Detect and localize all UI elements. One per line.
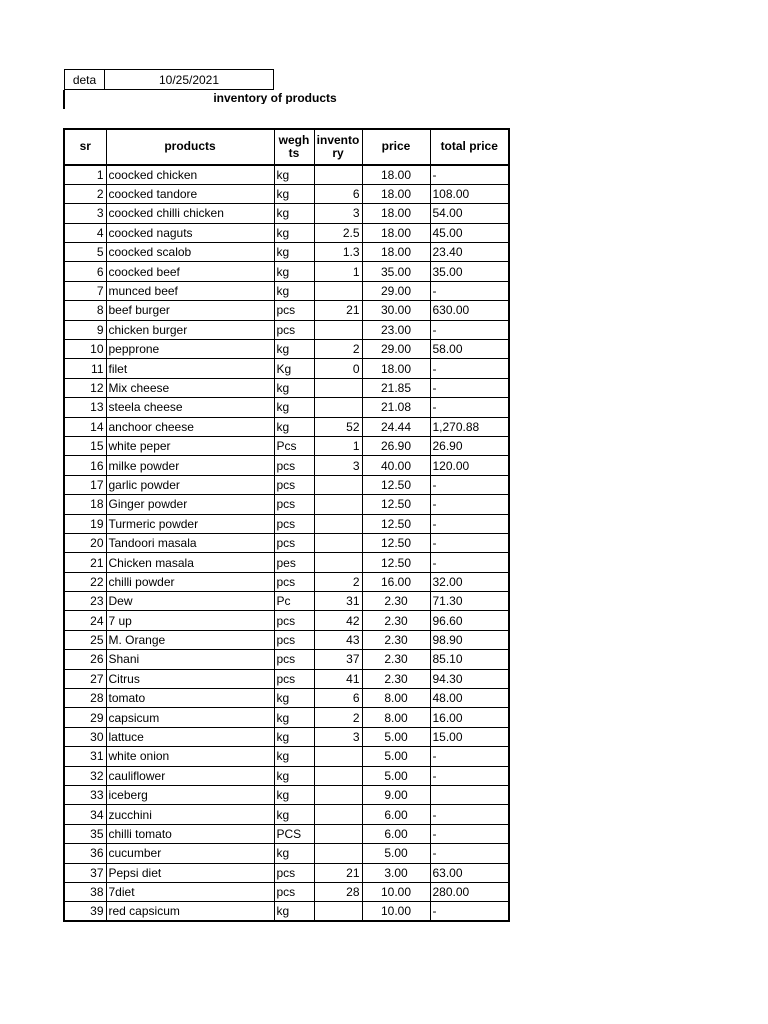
cell-inventory (314, 805, 362, 824)
cell-inventory: 2 (314, 340, 362, 359)
cell-product: capsicum (106, 708, 274, 727)
cell-total-price: - (430, 281, 509, 300)
cell-total-price: - (430, 495, 509, 514)
cell-inventory (314, 320, 362, 339)
cell-product: Citrus (106, 669, 274, 688)
cell-inventory: 6 (314, 184, 362, 203)
column-header-total-price: total price (430, 129, 509, 165)
cell-price: 10.00 (362, 902, 430, 921)
cell-total-price: 45.00 (430, 223, 509, 242)
cell-inventory: 21 (314, 301, 362, 320)
cell-product: Tandoori masala (106, 533, 274, 552)
cell-product: coocked scalob (106, 243, 274, 262)
table-row (64, 650, 509, 669)
cell-inventory: 2 (314, 708, 362, 727)
cell-price: 8.00 (362, 708, 430, 727)
cell-sr: 28 (64, 689, 106, 708)
cell-sr: 22 (64, 572, 106, 591)
cell-price: 24.44 (362, 417, 430, 436)
cell-total-price: 71.30 (430, 592, 509, 611)
table-row (64, 165, 509, 184)
cell-price: 6.00 (362, 824, 430, 843)
table-row (64, 786, 509, 805)
cell-inventory: 2.5 (314, 223, 362, 242)
cell-total-price: - (430, 766, 509, 785)
cell-inventory (314, 165, 362, 184)
table-row (64, 184, 509, 203)
cell-price: 2.30 (362, 611, 430, 630)
cell-price: 21.85 (362, 378, 430, 397)
cell-total-price: 35.00 (430, 262, 509, 281)
cell-unit: kg (274, 204, 314, 223)
cell-price: 2.30 (362, 630, 430, 649)
cell-unit: kg (274, 262, 314, 281)
cell-inventory: 2 (314, 572, 362, 591)
cell-price: 23.00 (362, 320, 430, 339)
cell-inventory: 43 (314, 630, 362, 649)
cell-inventory: 52 (314, 417, 362, 436)
table-row (64, 398, 509, 417)
cell-product: anchoor cheese (106, 417, 274, 436)
cell-unit: kg (274, 417, 314, 436)
cell-product: chicken burger (106, 320, 274, 339)
cell-total-price: 108.00 (430, 184, 509, 203)
cell-price: 30.00 (362, 301, 430, 320)
column-header-inventory: invento ry (314, 129, 362, 165)
cell-price: 5.00 (362, 766, 430, 785)
cell-product: beef burger (106, 301, 274, 320)
cell-price: 12.50 (362, 533, 430, 552)
cell-product: milke powder (106, 456, 274, 475)
cell-price: 18.00 (362, 223, 430, 242)
cell-inventory: 0 (314, 359, 362, 378)
cell-sr: 23 (64, 592, 106, 611)
cell-total-price: - (430, 747, 509, 766)
cell-total-price: 54.00 (430, 204, 509, 223)
cell-inventory: 1 (314, 436, 362, 455)
cell-price: 35.00 (362, 262, 430, 281)
cell-sr: 15 (64, 436, 106, 455)
cell-price: 3.00 (362, 863, 430, 882)
cell-product: 7diet (106, 882, 274, 901)
cell-unit: pcs (274, 533, 314, 552)
cell-inventory (314, 553, 362, 572)
cell-unit: kg (274, 223, 314, 242)
cell-unit: PCS (274, 824, 314, 843)
cell-inventory (314, 495, 362, 514)
cell-sr: 8 (64, 301, 106, 320)
table-row (64, 669, 509, 688)
cell-sr: 3 (64, 204, 106, 223)
cell-unit: pcs (274, 320, 314, 339)
cell-unit: kg (274, 165, 314, 184)
cell-unit: pcs (274, 650, 314, 669)
table-row (64, 882, 509, 901)
cell-sr: 39 (64, 902, 106, 921)
cell-price: 5.00 (362, 747, 430, 766)
table-row (64, 611, 509, 630)
cell-total-price: - (430, 844, 509, 863)
table-row (64, 281, 509, 300)
table-row (64, 805, 509, 824)
cell-unit: kg (274, 184, 314, 203)
cell-product: Dew (106, 592, 274, 611)
date-label: deta (64, 69, 105, 90)
cell-total-price: 630.00 (430, 301, 509, 320)
cell-sr: 29 (64, 708, 106, 727)
table-header-row (64, 129, 509, 165)
cell-price: 6.00 (362, 805, 430, 824)
cell-unit: kg (274, 727, 314, 746)
cell-sr: 13 (64, 398, 106, 417)
cell-inventory: 21 (314, 863, 362, 882)
date-value: 10/25/2021 (104, 69, 274, 90)
cell-sr: 25 (64, 630, 106, 649)
table-row (64, 301, 509, 320)
cell-total-price: 85.10 (430, 650, 509, 669)
table-row (64, 727, 509, 746)
cell-unit: kg (274, 844, 314, 863)
cell-product: Chicken masala (106, 553, 274, 572)
cell-product: coocked chicken (106, 165, 274, 184)
cell-product: chilli powder (106, 572, 274, 591)
table-row (64, 747, 509, 766)
cell-unit: pcs (274, 456, 314, 475)
table-row (64, 708, 509, 727)
cell-total-price: - (430, 824, 509, 843)
cell-total-price: - (430, 475, 509, 494)
table-row (64, 902, 509, 921)
cell-sr: 30 (64, 727, 106, 746)
cell-total-price: 1,270.88 (430, 417, 509, 436)
cell-price: 5.00 (362, 727, 430, 746)
cell-inventory: 1.3 (314, 243, 362, 262)
table-row (64, 863, 509, 882)
cell-price: 29.00 (362, 281, 430, 300)
cell-inventory (314, 766, 362, 785)
cell-product: cauliflower (106, 766, 274, 785)
cell-unit: kg (274, 747, 314, 766)
cell-total-price: - (430, 902, 509, 921)
cell-unit: kg (274, 805, 314, 824)
cell-product: chilli tomato (106, 824, 274, 843)
cell-unit: pcs (274, 863, 314, 882)
cell-sr: 10 (64, 340, 106, 359)
cell-sr: 18 (64, 495, 106, 514)
cell-total-price: - (430, 378, 509, 397)
cell-sr: 12 (64, 378, 106, 397)
cell-product: cucumber (106, 844, 274, 863)
cell-inventory (314, 786, 362, 805)
cell-price: 12.50 (362, 514, 430, 533)
column-header-price: price (362, 129, 430, 165)
cell-price: 9.00 (362, 786, 430, 805)
cell-price: 18.00 (362, 243, 430, 262)
cell-inventory: 3 (314, 727, 362, 746)
cell-price: 10.00 (362, 882, 430, 901)
cell-sr: 5 (64, 243, 106, 262)
cell-inventory (314, 824, 362, 843)
cell-sr: 14 (64, 417, 106, 436)
table-row (64, 359, 509, 378)
column-header-products: products (106, 129, 274, 165)
cell-unit: Kg (274, 359, 314, 378)
cell-inventory (314, 475, 362, 494)
cell-unit: Pc (274, 592, 314, 611)
cell-total-price: 15.00 (430, 727, 509, 746)
cell-total-price: 48.00 (430, 689, 509, 708)
cell-inventory: 3 (314, 204, 362, 223)
cell-product: M. Orange (106, 630, 274, 649)
cell-price: 18.00 (362, 204, 430, 223)
cell-sr: 37 (64, 863, 106, 882)
table-row (64, 262, 509, 281)
cell-total-price: - (430, 359, 509, 378)
inventory-table (63, 128, 510, 922)
table-row (64, 436, 509, 455)
cell-unit: Pcs (274, 436, 314, 455)
cell-price: 16.00 (362, 572, 430, 591)
cell-product: pepprone (106, 340, 274, 359)
cell-unit: pcs (274, 301, 314, 320)
cell-price: 18.00 (362, 184, 430, 203)
cell-sr: 21 (64, 553, 106, 572)
cell-inventory: 6 (314, 689, 362, 708)
cell-unit: kg (274, 786, 314, 805)
table-row (64, 592, 509, 611)
cell-inventory (314, 398, 362, 417)
cell-inventory (314, 514, 362, 533)
cell-sr: 9 (64, 320, 106, 339)
cell-price: 2.30 (362, 669, 430, 688)
cell-sr: 24 (64, 611, 106, 630)
table-row (64, 766, 509, 785)
table-row (64, 824, 509, 843)
cell-product: 7 up (106, 611, 274, 630)
cell-unit: pcs (274, 882, 314, 901)
cell-sr: 26 (64, 650, 106, 669)
cell-product: steela cheese (106, 398, 274, 417)
cell-total-price (430, 786, 509, 805)
cell-product: coocked chilli chicken (106, 204, 274, 223)
cell-total-price: 58.00 (430, 340, 509, 359)
cell-inventory (314, 902, 362, 921)
cell-sr: 32 (64, 766, 106, 785)
cell-sr: 35 (64, 824, 106, 843)
cell-inventory (314, 281, 362, 300)
cell-price: 18.00 (362, 165, 430, 184)
cell-product: white onion (106, 747, 274, 766)
cell-total-price: - (430, 533, 509, 552)
cell-sr: 36 (64, 844, 106, 863)
cell-total-price: 98.90 (430, 630, 509, 649)
cell-unit: pes (274, 553, 314, 572)
cell-sr: 7 (64, 281, 106, 300)
table-row (64, 320, 509, 339)
table-row (64, 689, 509, 708)
cell-price: 26.90 (362, 436, 430, 455)
cell-price: 40.00 (362, 456, 430, 475)
cell-inventory: 31 (314, 592, 362, 611)
table-row (64, 475, 509, 494)
cell-price: 29.00 (362, 340, 430, 359)
cell-unit: pcs (274, 669, 314, 688)
cell-sr: 33 (64, 786, 106, 805)
cell-inventory: 42 (314, 611, 362, 630)
cell-price: 12.50 (362, 553, 430, 572)
cell-product: Turmeric powder (106, 514, 274, 533)
cell-inventory: 41 (314, 669, 362, 688)
cell-product: coocked tandore (106, 184, 274, 203)
cell-total-price: - (430, 514, 509, 533)
cell-unit: kg (274, 689, 314, 708)
cell-inventory: 37 (314, 650, 362, 669)
cell-price: 5.00 (362, 844, 430, 863)
cell-unit: pcs (274, 611, 314, 630)
cell-price: 12.50 (362, 495, 430, 514)
table-row (64, 495, 509, 514)
cell-total-price: 16.00 (430, 708, 509, 727)
cell-total-price: 63.00 (430, 863, 509, 882)
cell-inventory: 28 (314, 882, 362, 901)
cell-product: Ginger powder (106, 495, 274, 514)
cell-unit: kg (274, 243, 314, 262)
cell-product: Pepsi diet (106, 863, 274, 882)
table-row (64, 630, 509, 649)
column-header-weights: wegh ts (274, 129, 314, 165)
table-row (64, 204, 509, 223)
cell-inventory (314, 378, 362, 397)
cell-unit: kg (274, 766, 314, 785)
cell-sr: 4 (64, 223, 106, 242)
cell-sr: 27 (64, 669, 106, 688)
cell-price: 2.30 (362, 650, 430, 669)
cell-product: Shani (106, 650, 274, 669)
cell-product: zucchini (106, 805, 274, 824)
table-row (64, 844, 509, 863)
cell-unit: kg (274, 708, 314, 727)
cell-total-price: 120.00 (430, 456, 509, 475)
cell-product: iceberg (106, 786, 274, 805)
table-row (64, 243, 509, 262)
cell-sr: 11 (64, 359, 106, 378)
table-row (64, 417, 509, 436)
cell-total-price: - (430, 553, 509, 572)
cell-total-price: 26.90 (430, 436, 509, 455)
cell-inventory (314, 747, 362, 766)
cell-inventory (314, 844, 362, 863)
cell-sr: 6 (64, 262, 106, 281)
cell-unit: kg (274, 340, 314, 359)
table-row (64, 378, 509, 397)
cell-total-price: - (430, 320, 509, 339)
table-row (64, 553, 509, 572)
cell-sr: 31 (64, 747, 106, 766)
cell-sr: 1 (64, 165, 106, 184)
cell-price: 18.00 (362, 359, 430, 378)
table-row (64, 572, 509, 591)
page-title: inventory of products (213, 92, 337, 104)
cell-unit: kg (274, 281, 314, 300)
table-row (64, 456, 509, 475)
cell-total-price: - (430, 805, 509, 824)
cell-unit: pcs (274, 572, 314, 591)
cell-sr: 34 (64, 805, 106, 824)
cell-product: filet (106, 359, 274, 378)
cell-price: 12.50 (362, 475, 430, 494)
cell-product: red capsicum (106, 902, 274, 921)
cell-unit: pcs (274, 630, 314, 649)
cell-product: coocked beef (106, 262, 274, 281)
cell-product: white peper (106, 436, 274, 455)
cell-unit: pcs (274, 514, 314, 533)
cell-product: garlic powder (106, 475, 274, 494)
cell-inventory (314, 533, 362, 552)
cell-price: 2.30 (362, 592, 430, 611)
cell-total-price: - (430, 165, 509, 184)
cell-product: lattuce (106, 727, 274, 746)
cell-total-price: 23.40 (430, 243, 509, 262)
cell-sr: 2 (64, 184, 106, 203)
cell-unit: kg (274, 398, 314, 417)
table-row (64, 223, 509, 242)
cell-sr: 17 (64, 475, 106, 494)
cell-sr: 38 (64, 882, 106, 901)
table-row (64, 340, 509, 359)
cell-unit: kg (274, 902, 314, 921)
cell-product: Mix cheese (106, 378, 274, 397)
cell-total-price: 280.00 (430, 882, 509, 901)
cell-inventory: 1 (314, 262, 362, 281)
cell-sr: 20 (64, 533, 106, 552)
cell-total-price: 94.30 (430, 669, 509, 688)
cell-product: coocked naguts (106, 223, 274, 242)
cell-price: 8.00 (362, 689, 430, 708)
table-row (64, 514, 509, 533)
cell-unit: pcs (274, 475, 314, 494)
cell-total-price: 96.60 (430, 611, 509, 630)
cell-product: munced beef (106, 281, 274, 300)
cell-sr: 19 (64, 514, 106, 533)
cell-unit: kg (274, 378, 314, 397)
cell-price: 21.08 (362, 398, 430, 417)
cell-product: tomato (106, 689, 274, 708)
table-row (64, 533, 509, 552)
column-header-sr: sr (64, 129, 106, 165)
cell-unit: pcs (274, 495, 314, 514)
cell-inventory: 3 (314, 456, 362, 475)
cell-sr: 16 (64, 456, 106, 475)
cell-total-price: - (430, 398, 509, 417)
cell-total-price: 32.00 (430, 572, 509, 591)
